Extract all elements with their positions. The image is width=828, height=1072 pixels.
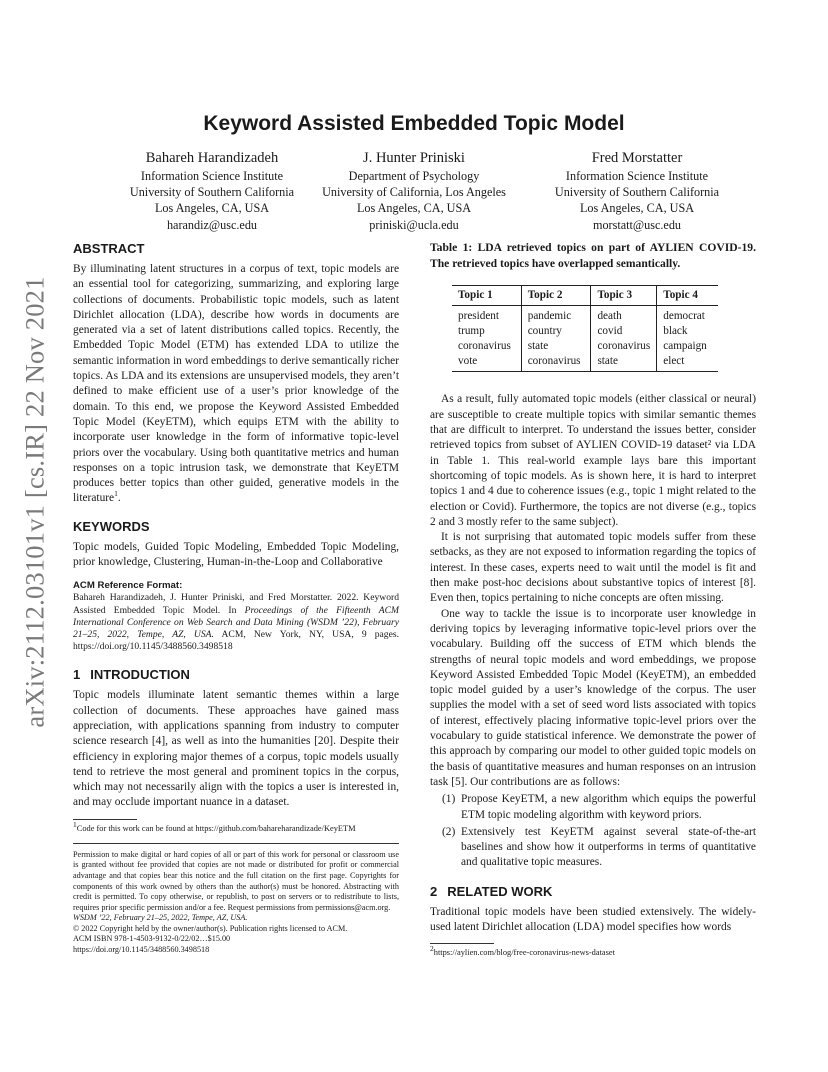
table-header-cell: Topic 3 bbox=[591, 286, 657, 306]
table-cell: elect bbox=[657, 354, 718, 372]
footnote-rule bbox=[73, 819, 137, 820]
table-cell: trump bbox=[458, 325, 485, 338]
table-cell: coronavirus bbox=[458, 339, 511, 352]
footnote-rule bbox=[430, 943, 494, 944]
author-email: morstatt@usc.edu bbox=[592, 217, 682, 232]
author-affiliation: Information Science Institute bbox=[140, 169, 284, 183]
author-location: Los Angeles, CA, USA bbox=[579, 201, 695, 216]
permission-copyright: © 2022 Copyright held by the owner/author(s). Publication rights licensed to ACM. bbox=[73, 923, 348, 933]
permission-divider bbox=[73, 843, 399, 844]
table-row bbox=[452, 354, 718, 372]
table-cell: country bbox=[521, 324, 591, 339]
table-cell: vote bbox=[452, 354, 521, 372]
keywords-text: Topic models, Guided Topic Modeling, Embedded Topic Modeling, prior knowledge, Clustering, Human-in-the-Loop and Collaborative bbox=[73, 540, 399, 569]
author-name: Bahareh Harandizadeh bbox=[145, 150, 279, 166]
table-cell: state bbox=[591, 354, 657, 372]
table-cell: black bbox=[657, 324, 718, 339]
table-cell: campaign bbox=[657, 339, 718, 354]
author-location: Los Angeles, CA, USA bbox=[356, 201, 472, 216]
right-column bbox=[430, 240, 756, 958]
author-university: University of Southern California bbox=[129, 185, 295, 200]
list-item: (2) Extensively test KeyETM against several state-of-the-art baselines and show how it outperforms in terms of quantitative and qualitative topic measures. bbox=[442, 825, 756, 869]
table-row bbox=[452, 324, 718, 339]
contribution-list bbox=[430, 792, 756, 870]
permission-venue: WSDM ’22, February 21–25, 2022, Tempe, AZ, USA. bbox=[73, 913, 248, 923]
abstract-heading: ABSTRACT bbox=[73, 241, 145, 256]
author-block-3 bbox=[517, 148, 757, 233]
intro-text: Topic models illuminate latent semantic themes within a large collection of documents. These approaches have gained mass appreciation, with applications spanning from industry to computer science research [4], as well as into the humanities [20]. Despite their efficiency in exploring major themes of a corpus, topic models usually tend to retrieve the most general and prominent topics in the corpus, which may not necessarily align with the topics a user is interested in, and may occlude important nuance in a dataset. bbox=[73, 689, 399, 809]
body-paragraph: As a result, fully automated topic models (either classical or neural) are susceptible to create multiple topics with similar semantic themes that are difficult to interpret. To understand the issues better, consider retrieved topics from subset of AYLIEN COVID-19 dataset² via LDA in Table 1. This real-world example lays bare this important shortcoming of topic models. As is shown here, it is hard to interpret topics 1 and 4 due to coherence issues (e.g., topic 1 might related to the election or Covid). Furthermore, the topics are not diverse (e.g., topics 2 and 3 mostly refer to the same subject). bbox=[430, 393, 756, 528]
arxiv-id: arXiv:2112.03101v1 [cs.IR] 22 Nov 2021 bbox=[19, 276, 50, 728]
arxiv-watermark bbox=[14, 276, 56, 728]
author-name: Fred Morstatter bbox=[591, 150, 683, 166]
table-cell: death bbox=[591, 306, 657, 324]
topics-table bbox=[452, 285, 718, 372]
footnote-2: $^2$https://aylien.com/blog/free-coronavirus-news-dataset bbox=[430, 944, 615, 958]
body-paragraph: One way to tackle the issue is to incorporate user knowledge in deriving topics by leveraging informative topic-level priors over the vocabulary. Building off the success of ETM which blends the strengths of neural topic models and word embeddings, we propose Keyword Assisted Embedded Topic Model (KeyETM), an embedded topic model guided by a user’s knowledge of the corpus. The user supplies the model with a set of seed word lists associated with topics of interest, effectively placing informative topic-level priors over the vocabulary to guide statistical inference. We demonstrate the power of this approach by comparing our model to other guided topic models on the basis of quantitative measures and human responses on an intrusion task [5]. Our contributions are as follows: bbox=[430, 607, 756, 788]
author-email: harandiz@usc.edu bbox=[166, 217, 258, 232]
abstract-text: By illuminating latent structures in a corpus of text, topic models are an essential tool for categorizing, summarizing, and exploring large collections of documents. Probabilistic topic models, such as latent Dirichlet allocation (LDA), describe how words in documents are generated via a set of latent distributions called topics. Recently, the Embedded Topic Model (ETM) has extended LDA to utilize the semantic information in word embeddings to derive semantically richer topics. As LDA and its extensions are unsupervised models, they aren’t defined to make efficient use of a user’s prior knowledge of the domain. To this end, we propose the Keyword Assisted Embedded Topic Model (KeyETM), which equips ETM with the ability to incorporate user knowledge in the form of informative topic-level priors over the vocabulary. Using both quantitative metrics and human responses on a topic intrusion task, we demonstrate that KeyETM produces better topics than other guided, generative models in the literature$^1$. bbox=[73, 263, 399, 505]
author-location: Los Angeles, CA, USA bbox=[154, 201, 270, 216]
table-cell: coronavirus bbox=[521, 354, 591, 372]
table-cell: president bbox=[458, 310, 500, 323]
table-cell: pandemic bbox=[521, 306, 591, 324]
acm-ref-label: ACM Reference Format: bbox=[73, 580, 183, 592]
list-item: (1) Propose KeyETM, a new algorithm which equips the powerful ETM topic modeling algorithm with keyword priors. bbox=[442, 793, 756, 821]
keywords-heading: KEYWORDS bbox=[73, 518, 150, 534]
paper-title: Keyword Assisted Embedded Topic Model bbox=[203, 112, 625, 135]
author-affiliation: Information Science Institute bbox=[565, 169, 709, 183]
left-column bbox=[73, 240, 399, 956]
table-header-cell: Topic 4 bbox=[657, 286, 718, 306]
body-paragraph: It is not surprising that automated topic models suffer from these setbacks, as they are not exposed to information regarding the topics of interest. In these cases, experts need to wait until the model is fit and then make post-hoc decisions about substantive topics of interest [8]. Even then, topics pertaining to niche concepts are often missing. bbox=[430, 531, 756, 605]
related-text: Traditional topic models have been studied extensively. The widely-used latent Dirichlet allocation (LDA) model specifies how words bbox=[430, 905, 756, 933]
author-email: priniski@ucla.edu bbox=[369, 217, 459, 232]
author-block-2 bbox=[294, 148, 534, 233]
table-row bbox=[452, 339, 718, 354]
permission-block bbox=[73, 850, 399, 956]
table-header-cell: Topic 1 bbox=[452, 286, 521, 306]
table-header-cell: Topic 2 bbox=[521, 286, 591, 306]
author-university: University of Southern California bbox=[554, 185, 720, 200]
table-cell: democrat bbox=[657, 306, 718, 324]
permission-doi: https://doi.org/10.1145/3488560.3498518 bbox=[73, 945, 210, 955]
related-heading: 2 RELATED WORK bbox=[430, 883, 553, 899]
table-cell: covid bbox=[591, 324, 657, 339]
table-caption: Table 1: LDA retrieved topics on part of AYLIEN COVID-19. The retrieved topics have overlapped semantically. bbox=[430, 241, 756, 270]
footnote-mark: 1 bbox=[114, 489, 118, 499]
table-row bbox=[452, 306, 718, 324]
table-cell: state bbox=[521, 339, 591, 354]
permission-text: Permission to make digital or hard copies of all or part of this work for personal or classroom use is granted without fee provided that copies are not made or distributed for profit or commercial advantage and that copies bear this notice and the full citation on the first page. Copyrights for components of this work owned by others than the author(s) must be honored. Abstracting with credit is permitted. To copy otherwise, or republish, to post on servers or to redistribute to lists, requires prior specific permission and/or a fee. Request permissions from permissions@acm.org. bbox=[73, 849, 399, 912]
permission-isbn: ACM ISBN 978-1-4503-9132-0/22/02…$15.00 bbox=[73, 934, 231, 944]
footnote-1: $^1$Code for this work can be found at https://github.com/bahareharandizade/KeyETM bbox=[73, 819, 356, 833]
table-cell: coronavirus bbox=[591, 339, 657, 354]
intro-heading: 1 INTRODUCTION bbox=[73, 667, 190, 683]
acm-ref-text: Bahareh Harandizadeh, J. Hunter Priniski, and Fred Morstatter. 2022. Keyword Assisted Embedded Topic Model. In Proceedings of the Fifteenth ACM International Conference on Web Search and Data Mining (WSDM ’22), February 21–25, 2022, Tempe, AZ, USA. ACM, New York, NY, USA, 9 pages. https://doi.org/10.1145/3488560.3498518 bbox=[73, 592, 399, 653]
author-university: University of California, Los Angeles bbox=[322, 185, 506, 200]
author-name: J. Hunter Priniski bbox=[363, 150, 465, 166]
author-affiliation: Department of Psychology bbox=[348, 169, 480, 183]
table-header-row bbox=[452, 286, 718, 306]
